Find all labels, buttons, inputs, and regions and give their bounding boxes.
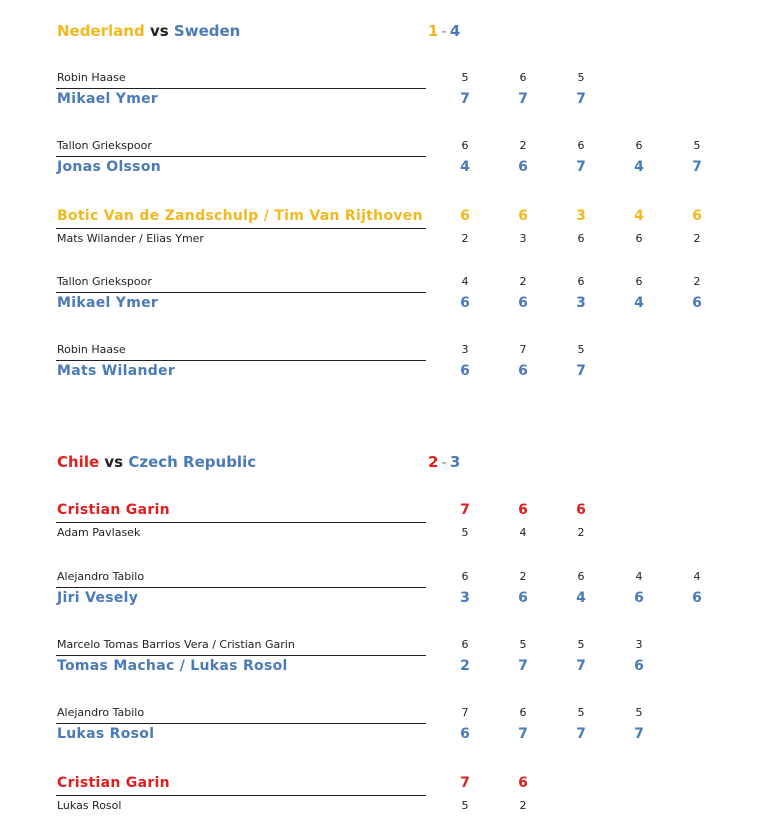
set-score: 2 <box>577 526 585 539</box>
player-line <box>0 361 780 383</box>
set-score: 7 <box>692 159 702 175</box>
match-row <box>0 340 780 390</box>
away-team-name: Czech Republic <box>128 453 257 471</box>
player-line <box>0 796 780 816</box>
set-score: 7 <box>576 658 586 674</box>
versus-label: vs <box>149 22 169 40</box>
set-score: 4 <box>634 208 644 224</box>
set-score: 4 <box>634 159 644 175</box>
score-separator: - <box>441 22 447 40</box>
set-score: 2 <box>461 232 469 245</box>
set-score: 7 <box>518 726 528 742</box>
set-score: 6 <box>460 208 470 224</box>
tie-score <box>428 22 460 40</box>
set-score: 6 <box>692 208 702 224</box>
set-score: 2 <box>693 232 701 245</box>
player-line <box>0 500 780 522</box>
set-score: 7 <box>460 502 470 518</box>
set-score: 5 <box>461 71 469 84</box>
tie-header <box>0 22 780 52</box>
set-score: 4 <box>693 570 701 583</box>
player-name: Jonas Olsson <box>57 159 161 175</box>
set-score: 7 <box>576 363 586 379</box>
set-score: 7 <box>576 159 586 175</box>
match-row <box>0 136 780 186</box>
player-name: Lukas Rosol <box>57 799 122 812</box>
set-score: 6 <box>518 775 528 791</box>
player-line <box>0 656 780 678</box>
set-score: 6 <box>577 570 585 583</box>
player-name: Tomas Machac / Lukas Rosol <box>57 658 288 674</box>
tie-title <box>57 453 256 471</box>
score-separator: - <box>441 453 447 471</box>
set-score: 6 <box>576 502 586 518</box>
home-team-name: Chile <box>57 453 100 471</box>
set-score: 7 <box>576 726 586 742</box>
set-score: 7 <box>461 706 469 719</box>
away-score: 4 <box>449 22 461 40</box>
set-score: 6 <box>577 232 585 245</box>
player-line <box>0 773 780 795</box>
player-line <box>0 229 780 249</box>
set-score: 3 <box>460 590 470 606</box>
set-score: 6 <box>461 139 469 152</box>
tie-header <box>0 453 780 483</box>
player-name: Adam Pavlasek <box>57 526 141 539</box>
player-name: Alejandro Tabilo <box>57 570 145 583</box>
match-row <box>0 703 780 753</box>
set-score: 4 <box>460 159 470 175</box>
set-score: 6 <box>635 275 643 288</box>
tie-block <box>0 453 780 812</box>
player-line <box>0 567 780 587</box>
set-score: 5 <box>693 139 701 152</box>
versus-label: vs <box>104 453 124 471</box>
set-score: 6 <box>461 638 469 651</box>
away-score: 3 <box>449 453 461 471</box>
match-row <box>0 635 780 685</box>
set-score: 4 <box>461 275 469 288</box>
set-score: 3 <box>576 208 586 224</box>
set-score: 6 <box>460 726 470 742</box>
set-score: 6 <box>460 363 470 379</box>
set-score: 6 <box>460 295 470 311</box>
match-row <box>0 272 780 322</box>
set-score: 2 <box>460 658 470 674</box>
set-score: 3 <box>576 295 586 311</box>
player-name: Botic Van de Zandschulp / Tim Van Rijthoven <box>57 208 423 224</box>
set-score: 2 <box>693 275 701 288</box>
match-row <box>0 206 780 256</box>
player-name: Marcelo Tomas Barrios Vera / Cristian Garin <box>57 638 295 651</box>
set-score: 5 <box>577 706 585 719</box>
set-score: 6 <box>461 570 469 583</box>
set-score: 5 <box>461 799 469 812</box>
home-score: 1 <box>428 22 439 40</box>
player-line <box>0 157 780 179</box>
set-score: 6 <box>692 295 702 311</box>
player-line <box>0 635 780 655</box>
set-score: 6 <box>634 658 644 674</box>
set-score: 7 <box>634 726 644 742</box>
player-line <box>0 206 780 228</box>
set-score: 7 <box>519 343 527 356</box>
set-score: 6 <box>518 502 528 518</box>
set-score: 6 <box>635 232 643 245</box>
set-score: 6 <box>518 295 528 311</box>
player-name: Mats Wilander <box>57 363 176 379</box>
player-line <box>0 136 780 156</box>
set-score: 5 <box>519 638 527 651</box>
set-score: 5 <box>577 71 585 84</box>
set-score: 7 <box>460 91 470 107</box>
player-name: Tallon Griekspoor <box>57 139 152 152</box>
set-score: 5 <box>461 526 469 539</box>
player-line <box>0 724 780 746</box>
player-line <box>0 293 780 315</box>
set-score: 6 <box>518 363 528 379</box>
set-score: 6 <box>692 590 702 606</box>
set-score: 3 <box>461 343 469 356</box>
set-score: 2 <box>519 275 527 288</box>
tie-block <box>0 22 780 379</box>
set-score: 4 <box>576 590 586 606</box>
set-score: 2 <box>519 570 527 583</box>
match-row <box>0 500 780 550</box>
set-score: 6 <box>519 71 527 84</box>
set-score: 7 <box>460 775 470 791</box>
set-score: 6 <box>577 275 585 288</box>
set-score: 6 <box>519 706 527 719</box>
player-line <box>0 588 780 610</box>
player-name: Mikael Ymer <box>57 295 159 311</box>
tie-score <box>428 453 460 471</box>
set-score: 6 <box>634 590 644 606</box>
set-score: 5 <box>577 638 585 651</box>
player-name: Jiri Vesely <box>57 590 139 606</box>
set-score: 6 <box>518 590 528 606</box>
tie-title <box>57 22 240 40</box>
set-score: 6 <box>577 139 585 152</box>
set-score: 7 <box>518 658 528 674</box>
set-score: 7 <box>518 91 528 107</box>
home-team-name: Nederland <box>57 22 145 40</box>
set-score: 2 <box>519 139 527 152</box>
set-score: 6 <box>635 139 643 152</box>
player-name: Mats Wilander / Elias Ymer <box>57 232 204 245</box>
set-score: 4 <box>635 570 643 583</box>
player-name: Lukas Rosol <box>57 726 155 742</box>
player-name: Mikael Ymer <box>57 91 159 107</box>
player-line <box>0 272 780 292</box>
match-row <box>0 68 780 118</box>
set-score: 7 <box>576 91 586 107</box>
set-score: 6 <box>518 208 528 224</box>
set-score: 6 <box>518 159 528 175</box>
home-score: 2 <box>428 453 439 471</box>
player-line <box>0 68 780 88</box>
player-line <box>0 89 780 111</box>
set-score: 5 <box>635 706 643 719</box>
set-score: 3 <box>519 232 527 245</box>
set-score: 4 <box>519 526 527 539</box>
match-row <box>0 773 780 823</box>
player-name: Cristian Garin <box>57 502 170 518</box>
set-score: 2 <box>519 799 527 812</box>
set-score: 4 <box>634 295 644 311</box>
player-line <box>0 523 780 543</box>
away-team-name: Sweden <box>173 22 241 40</box>
set-score: 5 <box>577 343 585 356</box>
player-line <box>0 340 780 360</box>
player-name: Robin Haase <box>57 71 126 84</box>
match-row <box>0 567 780 617</box>
player-name: Tallon Griekspoor <box>57 275 152 288</box>
player-name: Alejandro Tabilo <box>57 706 145 719</box>
player-name: Cristian Garin <box>57 775 170 791</box>
player-name: Robin Haase <box>57 343 126 356</box>
player-line <box>0 703 780 723</box>
set-score: 3 <box>635 638 643 651</box>
